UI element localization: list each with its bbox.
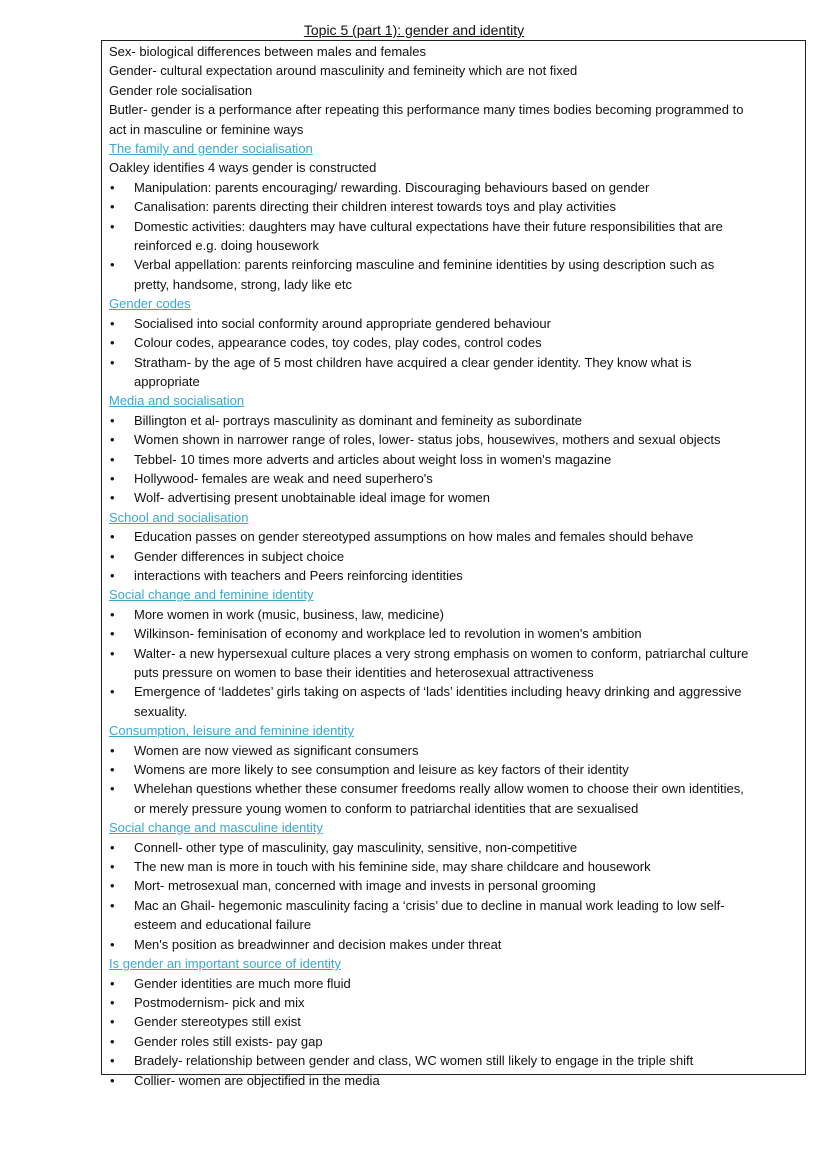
bullet-continuation: or merely pressure young women to conform to patriarchal identities that are sexualised	[134, 800, 639, 816]
bullet-text: Hollywood- females are weak and need superhero's	[134, 470, 433, 486]
bullet-icon: •	[110, 432, 115, 448]
bullet-icon: •	[110, 315, 115, 331]
bullet-item	[109, 644, 805, 663]
section-heading: Consumption, leisure and feminine identity	[109, 723, 354, 739]
note-line: Gender- cultural expectation around masculinity and femineity which are not fixed	[109, 63, 578, 79]
section-heading: Social change and masculine identity	[109, 820, 323, 836]
bullet-text: Billington et al- portrays masculinity as dominant and femineity as subordinate	[134, 412, 583, 428]
bullet-icon: •	[110, 490, 115, 506]
bullet-item	[109, 353, 805, 372]
bullet-icon: •	[110, 684, 115, 700]
bullet-item	[109, 896, 805, 915]
bullet-item	[109, 255, 805, 274]
bullet-item	[109, 876, 805, 895]
bullet-icon: •	[110, 878, 115, 894]
bullet-icon: •	[110, 179, 115, 195]
note-line: Sex- biological differences between males and females	[109, 44, 426, 59]
bullet-icon: •	[110, 1014, 115, 1030]
bullet-text: Manipulation: parents encouraging/ rewarding. Discouraging behaviours based on gender	[134, 179, 650, 195]
section-heading: School and socialisation	[109, 509, 249, 525]
bullet-item	[109, 547, 805, 566]
bullet-text: Verbal appellation: parents reinforcing masculine and feminine identities by using description such as	[134, 257, 715, 273]
bullet-text: Collier- women are objectified in the media	[134, 1072, 380, 1088]
bullet-text: More women in work (music, business, law, medicine)	[134, 606, 444, 622]
bullet-item	[109, 314, 805, 333]
bullet-text: Womens are more likely to see consumption and leisure as key factors of their identity	[134, 762, 629, 778]
bullet-item	[109, 450, 805, 469]
notes-box	[101, 40, 806, 1088]
bullet-item	[109, 488, 805, 507]
bullet-text: Education passes on gender stereotyped assumptions on how males and females should behave	[134, 529, 694, 545]
bullet-icon: •	[110, 645, 115, 661]
bullet-icon: •	[110, 762, 115, 778]
bullet-icon: •	[110, 781, 115, 797]
bullet-icon: •	[110, 1053, 115, 1069]
bullet-item	[109, 411, 805, 430]
bullet-continuation: sexuality.	[134, 703, 188, 719]
bullet-text: Walter- a new hypersexual culture places a very strong emphasis on women to conform, patriarchal culture	[134, 645, 749, 661]
section-heading: Gender codes	[109, 296, 191, 312]
bullet-continuation: pretty, handsome, strong, lady like etc	[134, 276, 352, 292]
bullet-icon: •	[110, 839, 115, 855]
bullet-item	[109, 857, 805, 876]
bullet-item	[109, 527, 805, 546]
bullet-item	[109, 760, 805, 779]
bullet-icon: •	[110, 1072, 115, 1088]
bullet-text: Women are now viewed as significant consumers	[134, 742, 419, 758]
bullet-icon: •	[110, 470, 115, 486]
bullet-item	[109, 1051, 805, 1070]
bullet-text: Socialised into social conformity around appropriate gendered behaviour	[134, 315, 551, 331]
bullet-icon: •	[110, 335, 115, 351]
bullet-item	[109, 1012, 805, 1031]
bullet-text: Domestic activities: daughters may have cultural expectations have their future responsibilities that are	[134, 218, 723, 234]
bullet-icon: •	[110, 994, 115, 1010]
bullet-text: Mort- metrosexual man, concerned with image and invests in personal grooming	[134, 878, 596, 894]
bullet-item	[109, 974, 805, 993]
bullet-item	[109, 333, 805, 352]
bullet-icon: •	[110, 742, 115, 758]
bullet-icon: •	[110, 897, 115, 913]
bullet-item	[109, 624, 805, 643]
bullet-item	[109, 217, 805, 236]
section-heading: Social change and feminine identity	[109, 587, 314, 603]
bullet-continuation: puts pressure on women to base their identities and heterosexual attractiveness	[134, 665, 594, 680]
bullet-item	[109, 566, 805, 585]
bullet-text: Postmodernism- pick and mix	[134, 994, 305, 1010]
bullet-text: Gender differences in subject choice	[134, 548, 345, 564]
bullet-continuation: reinforced e.g. doing housework	[134, 238, 320, 254]
bullet-item	[109, 838, 805, 857]
bullet-item	[109, 779, 805, 798]
bullet-text: Stratham- by the age of 5 most children have acquired a clear gender identity. They know what is	[134, 354, 692, 370]
bullet-text: interactions with teachers and Peers reinforcing identities	[134, 567, 463, 583]
bullet-text: Colour codes, appearance codes, toy codes, play codes, control codes	[134, 335, 542, 351]
bullet-icon: •	[110, 529, 115, 545]
bullet-item	[109, 935, 805, 954]
section-heading: Media and socialisation	[109, 393, 245, 409]
note-line: Oakley identifies 4 ways gender is constructed	[109, 160, 377, 176]
bullet-text: Gender identities are much more fluid	[134, 975, 351, 991]
bullet-icon: •	[110, 257, 115, 273]
note-line: act in masculine or feminine ways	[109, 121, 304, 137]
bullet-item	[109, 993, 805, 1012]
bullet-icon: •	[110, 975, 115, 991]
bullet-icon: •	[110, 606, 115, 622]
bullet-icon: •	[110, 412, 115, 428]
bullet-icon: •	[110, 859, 115, 875]
bullet-item	[109, 1032, 805, 1051]
section-heading: The family and gender socialisation	[109, 141, 313, 157]
bullet-text: Bradely- relationship between gender and class, WC women still likely to engage in the triple shift	[134, 1053, 694, 1069]
bullet-item	[109, 197, 805, 216]
bullet-text: Wilkinson- feminisation of economy and workplace led to revolution in women's ambition	[134, 626, 642, 642]
bullet-icon: •	[110, 548, 115, 564]
bullet-icon: •	[110, 199, 115, 215]
bullet-text: Men's position as breadwinner and decision makes under threat	[134, 936, 502, 952]
bullet-icon: •	[110, 1033, 115, 1049]
bullet-continuation: esteem and educational failure	[134, 917, 312, 933]
bullet-icon: •	[110, 218, 115, 234]
bullet-icon: •	[110, 626, 115, 642]
bullet-item	[109, 1071, 805, 1090]
bullet-text: Gender roles still exists- pay gap	[134, 1033, 323, 1049]
section-heading: Is gender an important source of identity	[109, 956, 341, 972]
page-title: Topic 5 (part 1): gender and identity	[303, 22, 525, 38]
bullet-item	[109, 682, 805, 701]
bullet-item	[109, 741, 805, 760]
bullet-text: The new man is more in touch with his feminine side, may share childcare and housework	[134, 859, 651, 875]
bullet-text: Canalisation: parents directing their children interest towards toys and play activities	[134, 199, 616, 215]
bullet-text: Wolf- advertising present unobtainable ideal image for women	[134, 490, 491, 506]
bullet-item	[109, 469, 805, 488]
bullet-text: Mac an Ghail- hegemonic masculinity facing a ‘crisis’ due to decline in manual work leading to low self-	[134, 897, 725, 913]
bullet-continuation: appropriate	[134, 373, 200, 389]
bullet-item	[109, 605, 805, 624]
bullet-icon: •	[110, 567, 115, 583]
bullet-text: Connell- other type of masculinity, gay masculinity, sensitive, non-competitive	[134, 839, 578, 855]
bullet-item	[109, 178, 805, 197]
note-line: Butler- gender is a performance after repeating this performance many times bodies becoming programmed to	[109, 102, 744, 118]
bullet-icon: •	[110, 936, 115, 952]
note-line: Gender role socialisation	[109, 82, 253, 98]
bullet-text: Tebbel- 10 times more adverts and articles about weight loss in women's magazine	[134, 451, 612, 467]
bullet-text: Women shown in narrower range of roles, lower- status jobs, housewives, mothers and sexual objects	[134, 432, 721, 448]
bullet-text: Emergence of ‘laddetes’ girls taking on aspects of ‘lads’ identities including heavy drinking and aggressive	[134, 684, 742, 700]
bullet-item	[109, 430, 805, 449]
bullet-icon: •	[110, 451, 115, 467]
bullet-text: Gender stereotypes still exist	[134, 1014, 301, 1030]
bullet-icon: •	[110, 354, 115, 370]
bullet-text: Whelehan questions whether these consumer freedoms really allow women to choose their own identities,	[134, 781, 744, 797]
